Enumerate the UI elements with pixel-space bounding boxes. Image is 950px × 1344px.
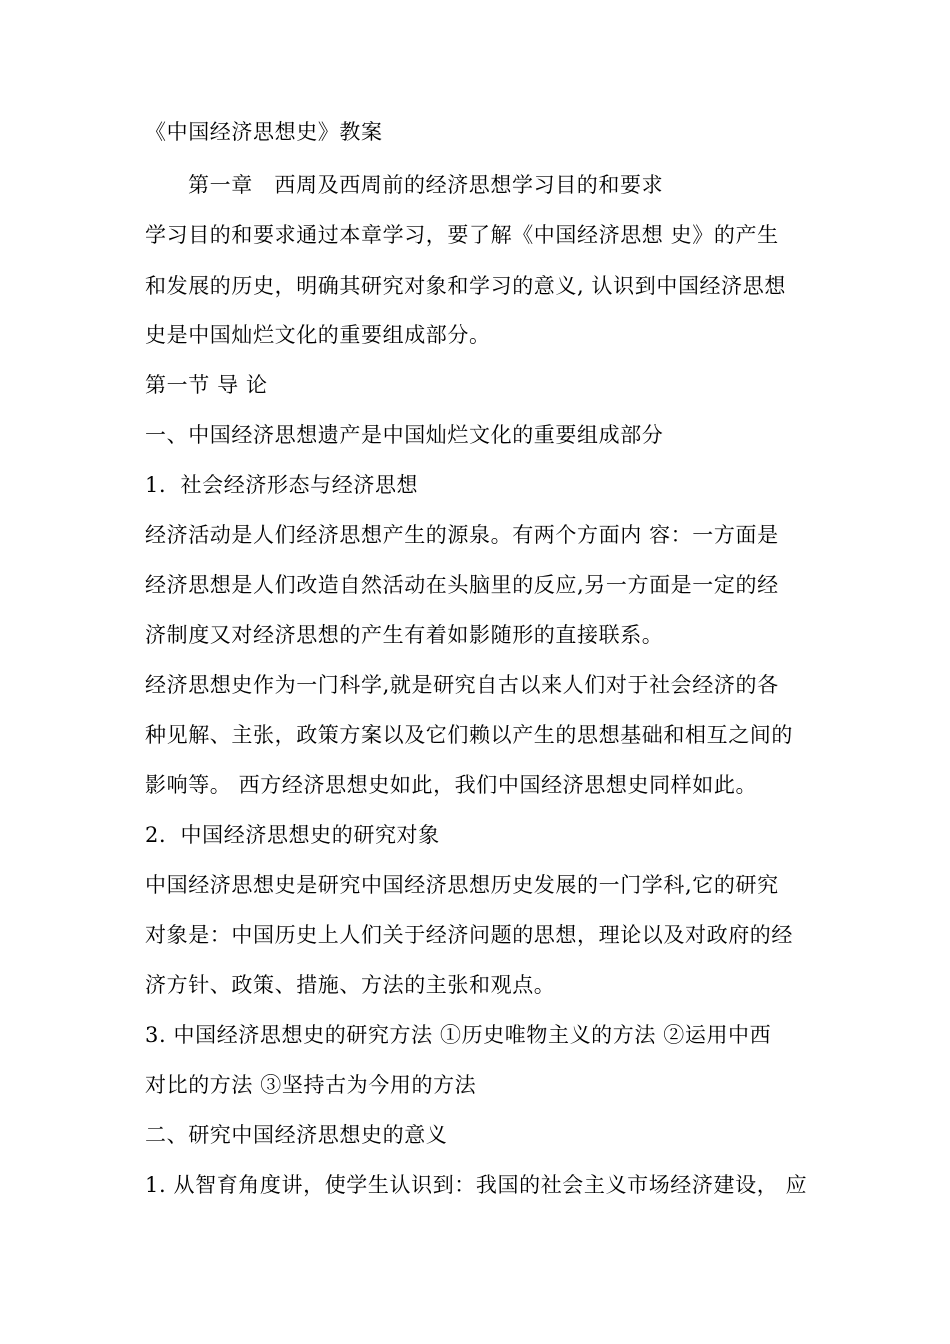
body-line: 影响等。 西方经济思想史如此，我们中国经济思想史同样如此。 xyxy=(145,773,758,797)
numbered-heading: 1．社会经济形态与经济思想 xyxy=(145,473,419,497)
body-line: 济方针、政策、措施、方法的主张和观点。 xyxy=(145,973,556,997)
body-line: 对比的方法 ③坚持古为今用的方法 xyxy=(145,1073,477,1097)
body-line: 经济活动是人们经济思想产生的源泉。有两个方面内 容：一方面是 xyxy=(145,523,779,547)
body-line: 济制度又对经济思想的产生有着如影随形的直接联系。 xyxy=(145,623,664,647)
chapter-heading: 第一章 西周及西周前的经济思想学习目的和要求 xyxy=(188,173,664,197)
body-line: 学习目的和要求通过本章学习，要了解《中国经济思想 史》的产生 xyxy=(145,223,779,247)
numbered-heading: 2．中国经济思想史的研究对象 xyxy=(145,823,440,847)
section-heading: 第一节 导 论 xyxy=(145,373,268,397)
subsection-heading: 二、研究中国经济思想史的意义 xyxy=(145,1123,448,1147)
subsection-heading: 一、中国经济思想遗产是中国灿烂文化的重要组成部分 xyxy=(145,423,664,447)
document-title: 《中国经济思想史》教案 xyxy=(145,120,383,144)
body-line: 经济思想史作为一门科学,就是研究自古以来人们对于社会经济的各 xyxy=(145,673,779,697)
body-line: 1. 从智育角度讲，使学生认识到：我国的社会主义市场经济建设， 应 xyxy=(145,1173,808,1197)
body-line: 3. 中国经济思想史的研究方法 ①历史唯物主义的方法 ②运用中西 xyxy=(145,1023,772,1047)
body-line: 种见解、主张，政策方案以及它们赖以产生的思想基础和相互之间的 xyxy=(145,723,793,747)
body-line: 中国经济思想史是研究中国经济思想历史发展的一门学科,它的研究 xyxy=(145,873,779,897)
body-line: 经济思想是人们改造自然活动在头脑里的反应,另一方面是一定的经 xyxy=(145,573,779,597)
body-line: 和发展的历史，明确其研究对象和学习的意义, 认识到中国经济思想 xyxy=(145,274,786,298)
body-line: 对象是：中国历史上人们关于经济问题的思想，理论以及对政府的经 xyxy=(145,923,793,947)
body-line: 史是中国灿烂文化的重要组成部分。 xyxy=(145,323,491,347)
